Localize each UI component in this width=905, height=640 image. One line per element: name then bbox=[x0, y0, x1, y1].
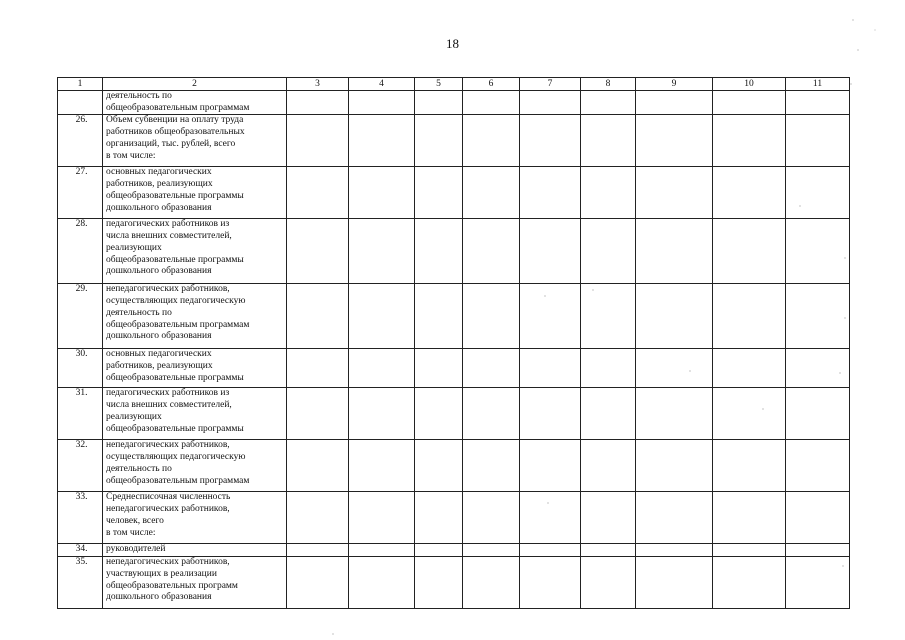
empty-cell bbox=[581, 91, 636, 115]
empty-cell bbox=[636, 349, 713, 388]
empty-cell bbox=[349, 557, 415, 609]
row-number: 28. bbox=[58, 219, 103, 284]
empty-cell bbox=[581, 557, 636, 609]
description-line: основных педагогических bbox=[106, 167, 212, 178]
empty-cell bbox=[636, 388, 713, 440]
table-row bbox=[58, 557, 850, 609]
empty-cell bbox=[463, 544, 520, 557]
row-description bbox=[103, 349, 287, 388]
table-row bbox=[58, 167, 850, 219]
row-description bbox=[103, 492, 287, 544]
description-line: дошкольного образования bbox=[106, 331, 212, 342]
empty-cell bbox=[349, 219, 415, 284]
description-line: осуществляющих педагогическую bbox=[106, 452, 246, 463]
column-header: 11 bbox=[786, 78, 850, 91]
empty-cell bbox=[786, 557, 850, 609]
row-number: 26. bbox=[58, 115, 103, 167]
description-line: работников общеобразовательных bbox=[106, 127, 245, 138]
empty-cell bbox=[463, 349, 520, 388]
empty-cell bbox=[463, 557, 520, 609]
empty-cell bbox=[415, 115, 463, 167]
empty-cell bbox=[415, 440, 463, 492]
description-line: руководителей bbox=[106, 544, 166, 555]
empty-cell bbox=[287, 440, 349, 492]
empty-cell bbox=[415, 544, 463, 557]
description-line: общеобразовательных программ bbox=[106, 580, 238, 591]
empty-cell bbox=[786, 284, 850, 349]
empty-cell bbox=[415, 349, 463, 388]
empty-cell bbox=[520, 388, 581, 440]
row-number: 30. bbox=[58, 349, 103, 388]
description-line: дошкольного образования bbox=[106, 592, 212, 603]
empty-cell bbox=[520, 91, 581, 115]
empty-cell bbox=[636, 284, 713, 349]
empty-cell bbox=[415, 492, 463, 544]
description-line: организаций, тыс. рублей, всего bbox=[106, 138, 236, 149]
empty-cell bbox=[463, 388, 520, 440]
table-row bbox=[58, 349, 850, 388]
empty-cell bbox=[415, 219, 463, 284]
row-description bbox=[103, 544, 287, 557]
empty-cell bbox=[636, 544, 713, 557]
empty-cell bbox=[581, 115, 636, 167]
empty-cell bbox=[349, 544, 415, 557]
empty-cell bbox=[349, 284, 415, 349]
empty-cell bbox=[463, 440, 520, 492]
empty-cell bbox=[786, 440, 850, 492]
empty-cell bbox=[287, 388, 349, 440]
empty-cell bbox=[463, 492, 520, 544]
description-line: работников, реализующих bbox=[106, 179, 213, 190]
empty-cell bbox=[287, 349, 349, 388]
empty-cell bbox=[349, 91, 415, 115]
description-line: человек, всего bbox=[106, 515, 164, 526]
empty-cell bbox=[349, 349, 415, 388]
empty-cell bbox=[287, 167, 349, 219]
empty-cell bbox=[349, 440, 415, 492]
empty-cell bbox=[713, 544, 786, 557]
table-row bbox=[58, 440, 850, 492]
empty-cell bbox=[463, 115, 520, 167]
empty-cell bbox=[520, 557, 581, 609]
empty-cell bbox=[520, 349, 581, 388]
empty-cell bbox=[463, 91, 520, 115]
description-line: дошкольного образования bbox=[106, 202, 212, 213]
empty-cell bbox=[581, 492, 636, 544]
empty-cell bbox=[636, 492, 713, 544]
column-header: 3 bbox=[287, 78, 349, 91]
empty-cell bbox=[287, 115, 349, 167]
empty-cell bbox=[520, 544, 581, 557]
empty-cell bbox=[463, 219, 520, 284]
empty-cell bbox=[463, 284, 520, 349]
empty-cell bbox=[415, 91, 463, 115]
empty-cell bbox=[713, 557, 786, 609]
table-row bbox=[58, 492, 850, 544]
empty-cell bbox=[786, 544, 850, 557]
empty-cell bbox=[287, 544, 349, 557]
empty-cell bbox=[713, 492, 786, 544]
empty-cell bbox=[287, 91, 349, 115]
empty-cell bbox=[636, 115, 713, 167]
description-line: деятельность по bbox=[106, 307, 172, 318]
empty-cell bbox=[581, 284, 636, 349]
empty-cell bbox=[287, 557, 349, 609]
empty-cell bbox=[581, 440, 636, 492]
description-line: участвующих в реализации bbox=[106, 568, 217, 579]
description-line: общеобразовательные программы bbox=[106, 423, 244, 434]
description-line: общеобразовательные программы bbox=[106, 372, 244, 383]
empty-cell bbox=[786, 115, 850, 167]
description-line: непедагогических работников, bbox=[106, 440, 230, 451]
empty-cell bbox=[520, 492, 581, 544]
row-number: 29. bbox=[58, 284, 103, 349]
column-header: 1 bbox=[58, 78, 103, 91]
empty-cell bbox=[349, 492, 415, 544]
description-line: Объем субвенции на оплату труда bbox=[106, 115, 244, 126]
empty-cell bbox=[520, 219, 581, 284]
empty-cell bbox=[713, 388, 786, 440]
empty-cell bbox=[287, 284, 349, 349]
description-line: реализующих bbox=[106, 411, 162, 422]
empty-cell bbox=[581, 167, 636, 219]
description-line: осуществляющих педагогическую bbox=[106, 296, 246, 307]
empty-cell bbox=[713, 284, 786, 349]
table-row bbox=[58, 219, 850, 284]
table-row bbox=[58, 388, 850, 440]
description-line: деятельность по bbox=[106, 91, 172, 101]
row-description bbox=[103, 440, 287, 492]
table-row bbox=[58, 284, 850, 349]
empty-cell bbox=[786, 349, 850, 388]
empty-cell bbox=[786, 388, 850, 440]
row-description bbox=[103, 115, 287, 167]
description-line: реализующих bbox=[106, 242, 162, 253]
empty-cell bbox=[713, 167, 786, 219]
row-description bbox=[103, 284, 287, 349]
row-number: 35. bbox=[58, 557, 103, 609]
data-table bbox=[57, 77, 850, 609]
empty-cell bbox=[520, 440, 581, 492]
empty-cell bbox=[581, 544, 636, 557]
row-number bbox=[58, 91, 103, 115]
row-number: 33. bbox=[58, 492, 103, 544]
empty-cell bbox=[786, 91, 850, 115]
column-header: 9 bbox=[636, 78, 713, 91]
empty-cell bbox=[520, 115, 581, 167]
description-line: общеобразовательным программам bbox=[106, 102, 250, 113]
description-line: дошкольного образования bbox=[106, 266, 212, 277]
description-line: педагогических работников из bbox=[106, 388, 230, 399]
empty-cell bbox=[349, 167, 415, 219]
empty-cell bbox=[581, 388, 636, 440]
empty-cell bbox=[636, 219, 713, 284]
description-line: работников, реализующих bbox=[106, 361, 213, 372]
empty-cell bbox=[581, 349, 636, 388]
empty-cell bbox=[463, 167, 520, 219]
empty-cell bbox=[636, 91, 713, 115]
empty-cell bbox=[581, 219, 636, 284]
empty-cell bbox=[520, 167, 581, 219]
table-row bbox=[58, 544, 850, 557]
table-body bbox=[58, 91, 850, 609]
empty-cell bbox=[349, 115, 415, 167]
empty-cell bbox=[786, 219, 850, 284]
empty-cell bbox=[415, 388, 463, 440]
description-line: непедагогических работников, bbox=[106, 504, 230, 515]
description-line: в том числе: bbox=[106, 150, 156, 161]
description-line: непедагогических работников, bbox=[106, 284, 230, 295]
row-description bbox=[103, 388, 287, 440]
column-header: 2 bbox=[103, 78, 287, 91]
empty-cell bbox=[287, 492, 349, 544]
row-number: 31. bbox=[58, 388, 103, 440]
description-line: в том числе: bbox=[106, 527, 156, 538]
row-description bbox=[103, 91, 287, 115]
row-number: 27. bbox=[58, 167, 103, 219]
description-line: общеобразовательным программам bbox=[106, 475, 250, 486]
empty-cell bbox=[287, 219, 349, 284]
empty-cell bbox=[415, 167, 463, 219]
empty-cell bbox=[786, 492, 850, 544]
empty-cell bbox=[636, 440, 713, 492]
description-line: числа внешних совместителей, bbox=[106, 400, 232, 411]
empty-cell bbox=[415, 284, 463, 349]
empty-cell bbox=[349, 388, 415, 440]
row-number: 32. bbox=[58, 440, 103, 492]
column-header: 7 bbox=[520, 78, 581, 91]
column-number-row bbox=[58, 78, 850, 91]
empty-cell bbox=[786, 167, 850, 219]
column-header: 6 bbox=[463, 78, 520, 91]
column-header: 4 bbox=[349, 78, 415, 91]
row-description bbox=[103, 167, 287, 219]
empty-cell bbox=[713, 219, 786, 284]
description-line: основных педагогических bbox=[106, 349, 212, 360]
description-line: числа внешних совместителей, bbox=[106, 231, 232, 242]
table-row bbox=[58, 91, 850, 115]
column-header: 8 bbox=[581, 78, 636, 91]
empty-cell bbox=[713, 440, 786, 492]
empty-cell bbox=[415, 557, 463, 609]
description-line: общеобразовательные программы bbox=[106, 190, 244, 201]
empty-cell bbox=[520, 284, 581, 349]
empty-cell bbox=[713, 349, 786, 388]
empty-cell bbox=[713, 91, 786, 115]
table-row bbox=[58, 115, 850, 167]
row-number: 34. bbox=[58, 544, 103, 557]
description-line: Среднесписочная численность bbox=[106, 492, 231, 503]
description-line: непедагогических работников, bbox=[106, 557, 230, 568]
page-number: 18 bbox=[446, 36, 459, 51]
empty-cell bbox=[636, 167, 713, 219]
table-header bbox=[58, 78, 850, 91]
row-description bbox=[103, 557, 287, 609]
description-line: общеобразовательным программам bbox=[106, 319, 250, 330]
description-line: общеобразовательные программы bbox=[106, 254, 244, 265]
description-line: педагогических работников из bbox=[106, 219, 230, 230]
empty-cell bbox=[636, 557, 713, 609]
row-description bbox=[103, 219, 287, 284]
description-line: деятельность по bbox=[106, 463, 172, 474]
empty-cell bbox=[713, 115, 786, 167]
column-header: 5 bbox=[415, 78, 463, 91]
column-header: 10 bbox=[713, 78, 786, 91]
